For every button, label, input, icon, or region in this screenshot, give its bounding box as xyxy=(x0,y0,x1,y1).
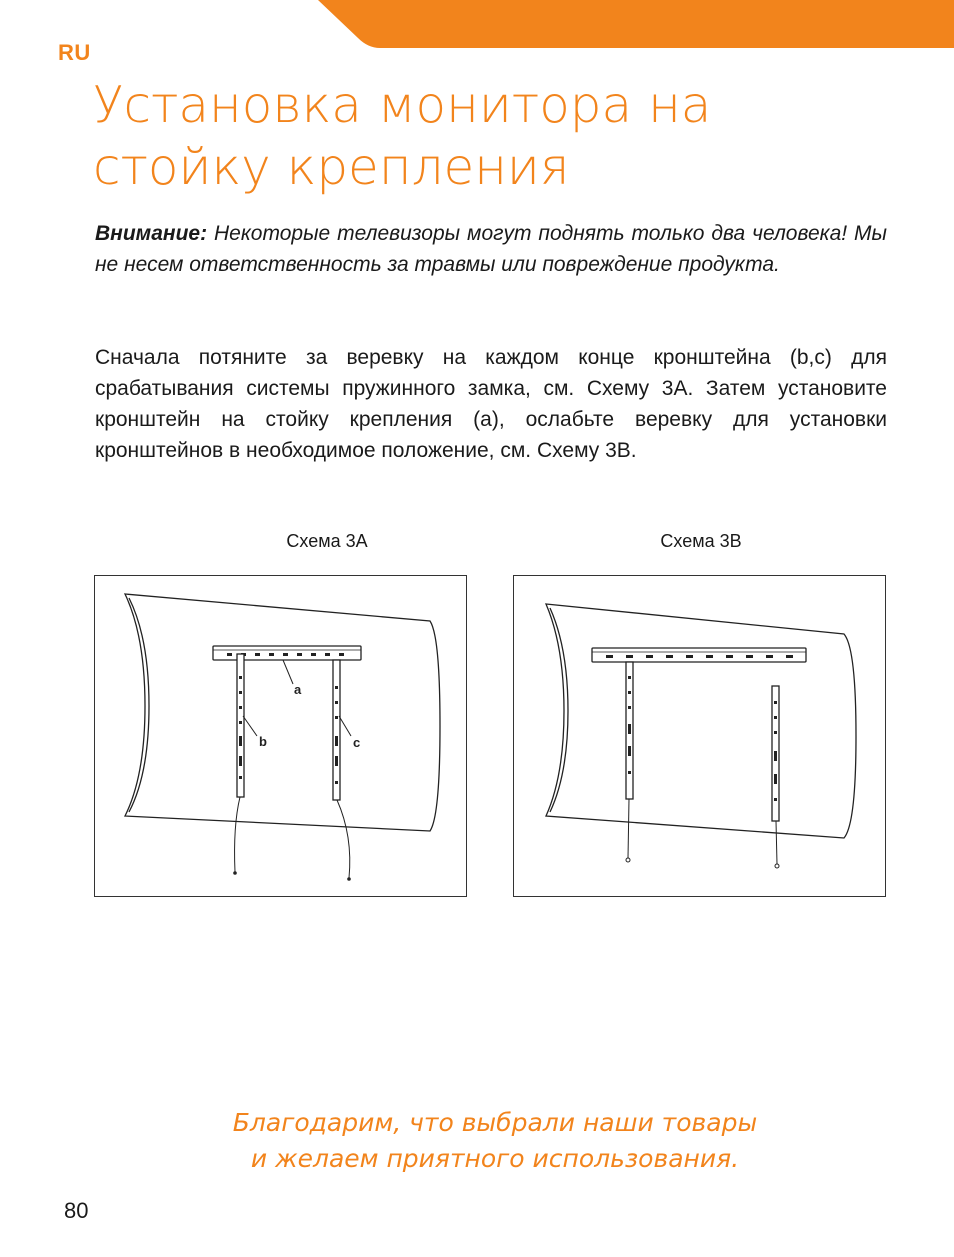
instructions-paragraph: Сначала потяните за веревку на каждом конце кронштейна (b,c) для срабатывания системы пружинного замка, см. Схему 3A. Затем установите кронштейн на стойку крепления (a), ослабьте веревку для установки кронштейнов в необходимое положение, см. Схему 3B. xyxy=(95,346,887,462)
warning-paragraph xyxy=(95,218,887,280)
right-rope xyxy=(776,821,777,864)
page-title-line-2: стойку крепления xyxy=(93,138,570,196)
left-rope xyxy=(628,799,629,858)
figure-3a-caption: Схема 3A xyxy=(286,531,368,551)
warning-label: Внимание: xyxy=(95,222,208,245)
right-bracket xyxy=(333,660,340,800)
tv-panel-outline xyxy=(125,594,440,831)
label-a: a xyxy=(294,682,302,697)
page-number: 80 xyxy=(64,1198,89,1223)
left-bracket xyxy=(237,654,244,797)
label-c: c xyxy=(353,735,361,750)
left-rope xyxy=(235,797,240,872)
tv-panel-edge xyxy=(550,608,568,812)
language-code: RU xyxy=(58,40,91,65)
page-title xyxy=(93,74,893,198)
figure-3b-caption: Схема 3B xyxy=(660,531,742,551)
tv-panel-edge xyxy=(129,598,149,812)
thank-you-line-1: Благодарим, что выбрали наши товары xyxy=(232,1108,758,1137)
right-rope xyxy=(337,800,350,878)
figure-3b-drawing xyxy=(514,576,885,896)
tv-panel-outline xyxy=(546,604,856,838)
wall-rail xyxy=(592,648,806,662)
thank-you-message xyxy=(100,1105,890,1177)
thank-you-line-2: и желаем приятного использования. xyxy=(250,1144,740,1173)
label-b: b xyxy=(259,734,267,749)
header-tab-shape xyxy=(0,0,954,50)
figure-3a-drawing xyxy=(95,576,466,896)
figure-3b xyxy=(513,575,886,897)
warning-text: Некоторые телевизоры могут поднять только два человека! Мы не несем ответственность за травмы или повреждение продукта. xyxy=(95,222,887,276)
figure-3a xyxy=(94,575,467,897)
page-title-line-1: Установка монитора на xyxy=(93,76,712,134)
